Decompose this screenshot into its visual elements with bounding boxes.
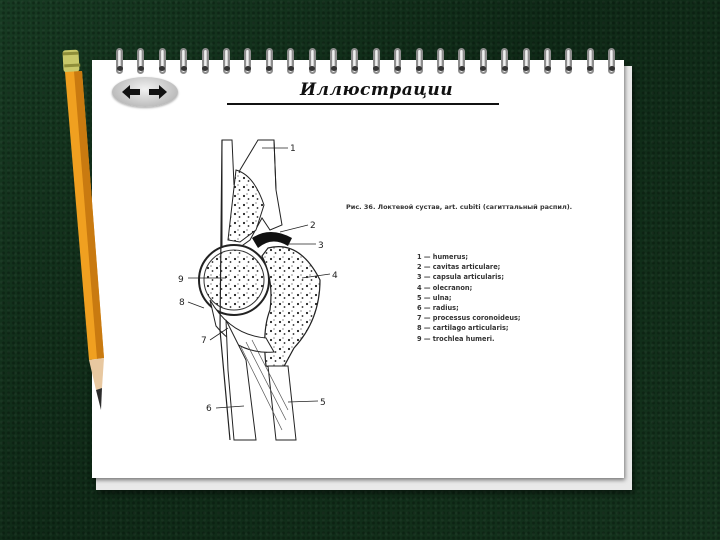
binding-hole <box>224 66 230 71</box>
binding-hole <box>352 66 358 71</box>
legend-item: 7 — processus coronoideus; <box>417 314 521 323</box>
legend-item: 5 — ulna; <box>417 293 452 302</box>
arrow-right-icon <box>148 84 168 100</box>
callout-9: 9 <box>178 275 184 285</box>
callout-4: 4 <box>332 271 338 281</box>
legend-item: 2 — cavitas articulare; <box>417 263 501 272</box>
callout-5: 5 <box>320 398 326 408</box>
binding-hole <box>181 66 187 71</box>
callout-2: 2 <box>310 221 316 231</box>
callout-3: 3 <box>318 241 324 251</box>
figure-caption: Рис. 36. Локтевой сустав, art. cubiti (сагиттальный распил). <box>346 203 573 211</box>
callout-7: 7 <box>201 336 207 346</box>
elbow-joint-illustration <box>170 130 340 445</box>
binding-hole <box>459 66 465 71</box>
legend-item: 1 — humerus; <box>417 253 469 261</box>
back-button[interactable] <box>119 80 143 104</box>
binding-hole <box>331 66 337 71</box>
binding-hole <box>545 66 551 71</box>
binding-hole <box>566 66 572 71</box>
callout-6: 6 <box>206 404 212 414</box>
callout-8: 8 <box>179 298 185 308</box>
arrow-left-icon <box>121 84 141 100</box>
title-underline <box>227 103 499 105</box>
figure-legend <box>417 252 521 344</box>
forward-button[interactable] <box>146 80 170 104</box>
binding-hole <box>288 66 294 71</box>
slide-title: Иллюстрации <box>300 80 454 100</box>
legend-item: 4 — olecranon; <box>417 283 473 292</box>
binding-hole <box>245 66 251 71</box>
legend-item: 3 — capsula articularis; <box>417 273 504 282</box>
legend-item: 9 — trochlea humeri. <box>417 334 495 343</box>
legend-item: 6 — radius; <box>417 304 459 313</box>
binding-hole <box>502 66 508 71</box>
pencil-decoration <box>52 38 122 430</box>
binding-hole <box>609 66 615 71</box>
binding-hole <box>138 66 144 71</box>
binding-hole <box>438 66 444 71</box>
legend-item: 8 — cartilago articularis; <box>417 324 509 333</box>
callout-1: 1 <box>290 144 296 154</box>
binding-hole <box>395 66 401 71</box>
